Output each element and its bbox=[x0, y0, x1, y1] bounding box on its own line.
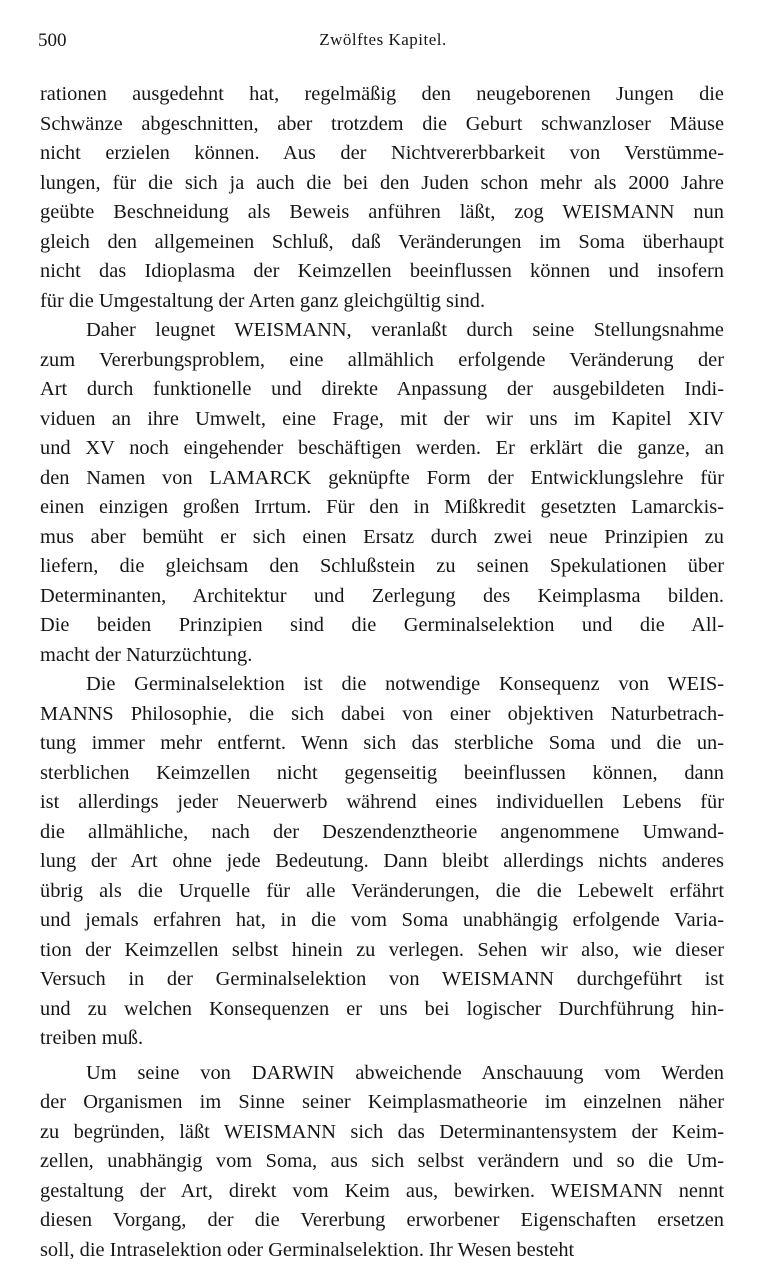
running-title: Zwölftes Kapitel. bbox=[38, 30, 728, 50]
text-line: lungen, für die sich ja auch die bei den Juden schon mehr als 2000 Jahre bbox=[40, 169, 724, 199]
text-line: macht der Naturzüchtung. bbox=[40, 641, 724, 671]
text-line: nicht erzielen können. Aus der Nichtvererbbarkeit von Verstümme- bbox=[40, 139, 724, 169]
text-line: tion der Keimzellen selbst hinein zu verlegen. Sehen wir also, wie dieser bbox=[40, 936, 724, 966]
text-line: liefern, die gleichsam den Schlußstein zu seinen Spekulationen über bbox=[40, 552, 724, 582]
page-header bbox=[38, 30, 728, 56]
text-line: Daher leugnet WEISMANN, veranlaßt durch seine Stellungsnahme bbox=[40, 316, 724, 346]
text-line: zu begründen, läßt WEISMANN sich das Determinantensystem der Keim- bbox=[40, 1118, 724, 1148]
text-line: rationen ausgedehnt hat, regelmäßig den neugeborenen Jungen die bbox=[40, 80, 724, 110]
text-line: tung immer mehr entfernt. Wenn sich das sterbliche Soma und die un- bbox=[40, 729, 724, 759]
text-line: diesen Vorgang, der die Vererbung erworbener Eigenschaften ersetzen bbox=[40, 1206, 724, 1236]
text-line: Um seine von DARWIN abweichende Anschauung vom Werden bbox=[40, 1059, 724, 1089]
text-line: und jemals erfahren hat, in die vom Soma unabhängig erfolgende Varia- bbox=[40, 906, 724, 936]
paragraph bbox=[40, 80, 724, 316]
paragraph bbox=[40, 1059, 724, 1265]
text-line: Versuch in der Germinalselektion von WEISMANN durchgeführt ist bbox=[40, 965, 724, 995]
text-line: treiben muß. bbox=[40, 1024, 724, 1054]
text-line: zellen, unabhängig vom Soma, aus sich selbst verändern und so die Um- bbox=[40, 1147, 724, 1177]
text-line: übrig als die Urquelle für alle Veränderungen, die die Lebewelt erfährt bbox=[40, 877, 724, 907]
text-line: MANNS Philosophie, die sich dabei von einer objektiven Naturbetrach- bbox=[40, 700, 724, 730]
body-text bbox=[40, 80, 724, 1265]
text-line: lung der Art ohne jede Bedeutung. Dann bleibt allerdings nichts anderes bbox=[40, 847, 724, 877]
text-line: Art durch funktionelle und direkte Anpassung der ausgebildeten Indi- bbox=[40, 375, 724, 405]
text-line: der Organismen im Sinne seiner Keimplasmatheorie im einzelnen näher bbox=[40, 1088, 724, 1118]
text-line: Die beiden Prinzipien sind die Germinalselektion und die All- bbox=[40, 611, 724, 641]
text-line: Schwänze abgeschnitten, aber trotzdem die Geburt schwanzloser Mäuse bbox=[40, 110, 724, 140]
text-line: Die Germinalselektion ist die notwendige Konsequenz von WEIS- bbox=[40, 670, 724, 700]
text-line: gleich den allgemeinen Schluß, daß Veränderungen im Soma überhaupt bbox=[40, 228, 724, 258]
page-number: 500 bbox=[38, 30, 67, 52]
text-line: und XV noch eingehender beschäftigen werden. Er erklärt die ganze, an bbox=[40, 434, 724, 464]
text-line: zum Vererbungsproblem, eine allmählich erfolgende Veränderung der bbox=[40, 346, 724, 376]
text-line: die allmähliche, nach der Deszendenztheorie angenommene Umwand- bbox=[40, 818, 724, 848]
paragraph bbox=[40, 670, 724, 1054]
text-line: sterblichen Keimzellen nicht gegenseitig beeinflussen können, dann bbox=[40, 759, 724, 789]
paragraph bbox=[40, 316, 724, 670]
text-line: gestaltung der Art, direkt vom Keim aus, bewirken. WEISMANN nennt bbox=[40, 1177, 724, 1207]
text-line: nicht das Idioplasma der Keimzellen beeinflussen können und insofern bbox=[40, 257, 724, 287]
text-line: viduen an ihre Umwelt, eine Frage, mit der wir uns im Kapitel XIV bbox=[40, 405, 724, 435]
text-line: einen einzigen großen Irrtum. Für den in Mißkredit gesetzten Lamarckis- bbox=[40, 493, 724, 523]
text-line: geübte Beschneidung als Beweis anführen läßt, zog WEISMANN nun bbox=[40, 198, 724, 228]
text-line: ist allerdings jeder Neuerwerb während eines individuellen Lebens für bbox=[40, 788, 724, 818]
text-line: mus aber bemüht er sich einen Ersatz durch zwei neue Prinzipien zu bbox=[40, 523, 724, 553]
text-line: den Namen von LAMARCK geknüpfte Form der Entwicklungslehre für bbox=[40, 464, 724, 494]
text-line: soll, die Intraselektion oder Germinalselektion. Ihr Wesen besteht bbox=[40, 1236, 724, 1265]
text-line: Determinanten, Architektur und Zerlegung des Keimplasma bilden. bbox=[40, 582, 724, 612]
text-line: und zu welchen Konsequenzen er uns bei logischer Durchführung hin- bbox=[40, 995, 724, 1025]
text-line: für die Umgestaltung der Arten ganz gleichgültig sind. bbox=[40, 287, 724, 317]
